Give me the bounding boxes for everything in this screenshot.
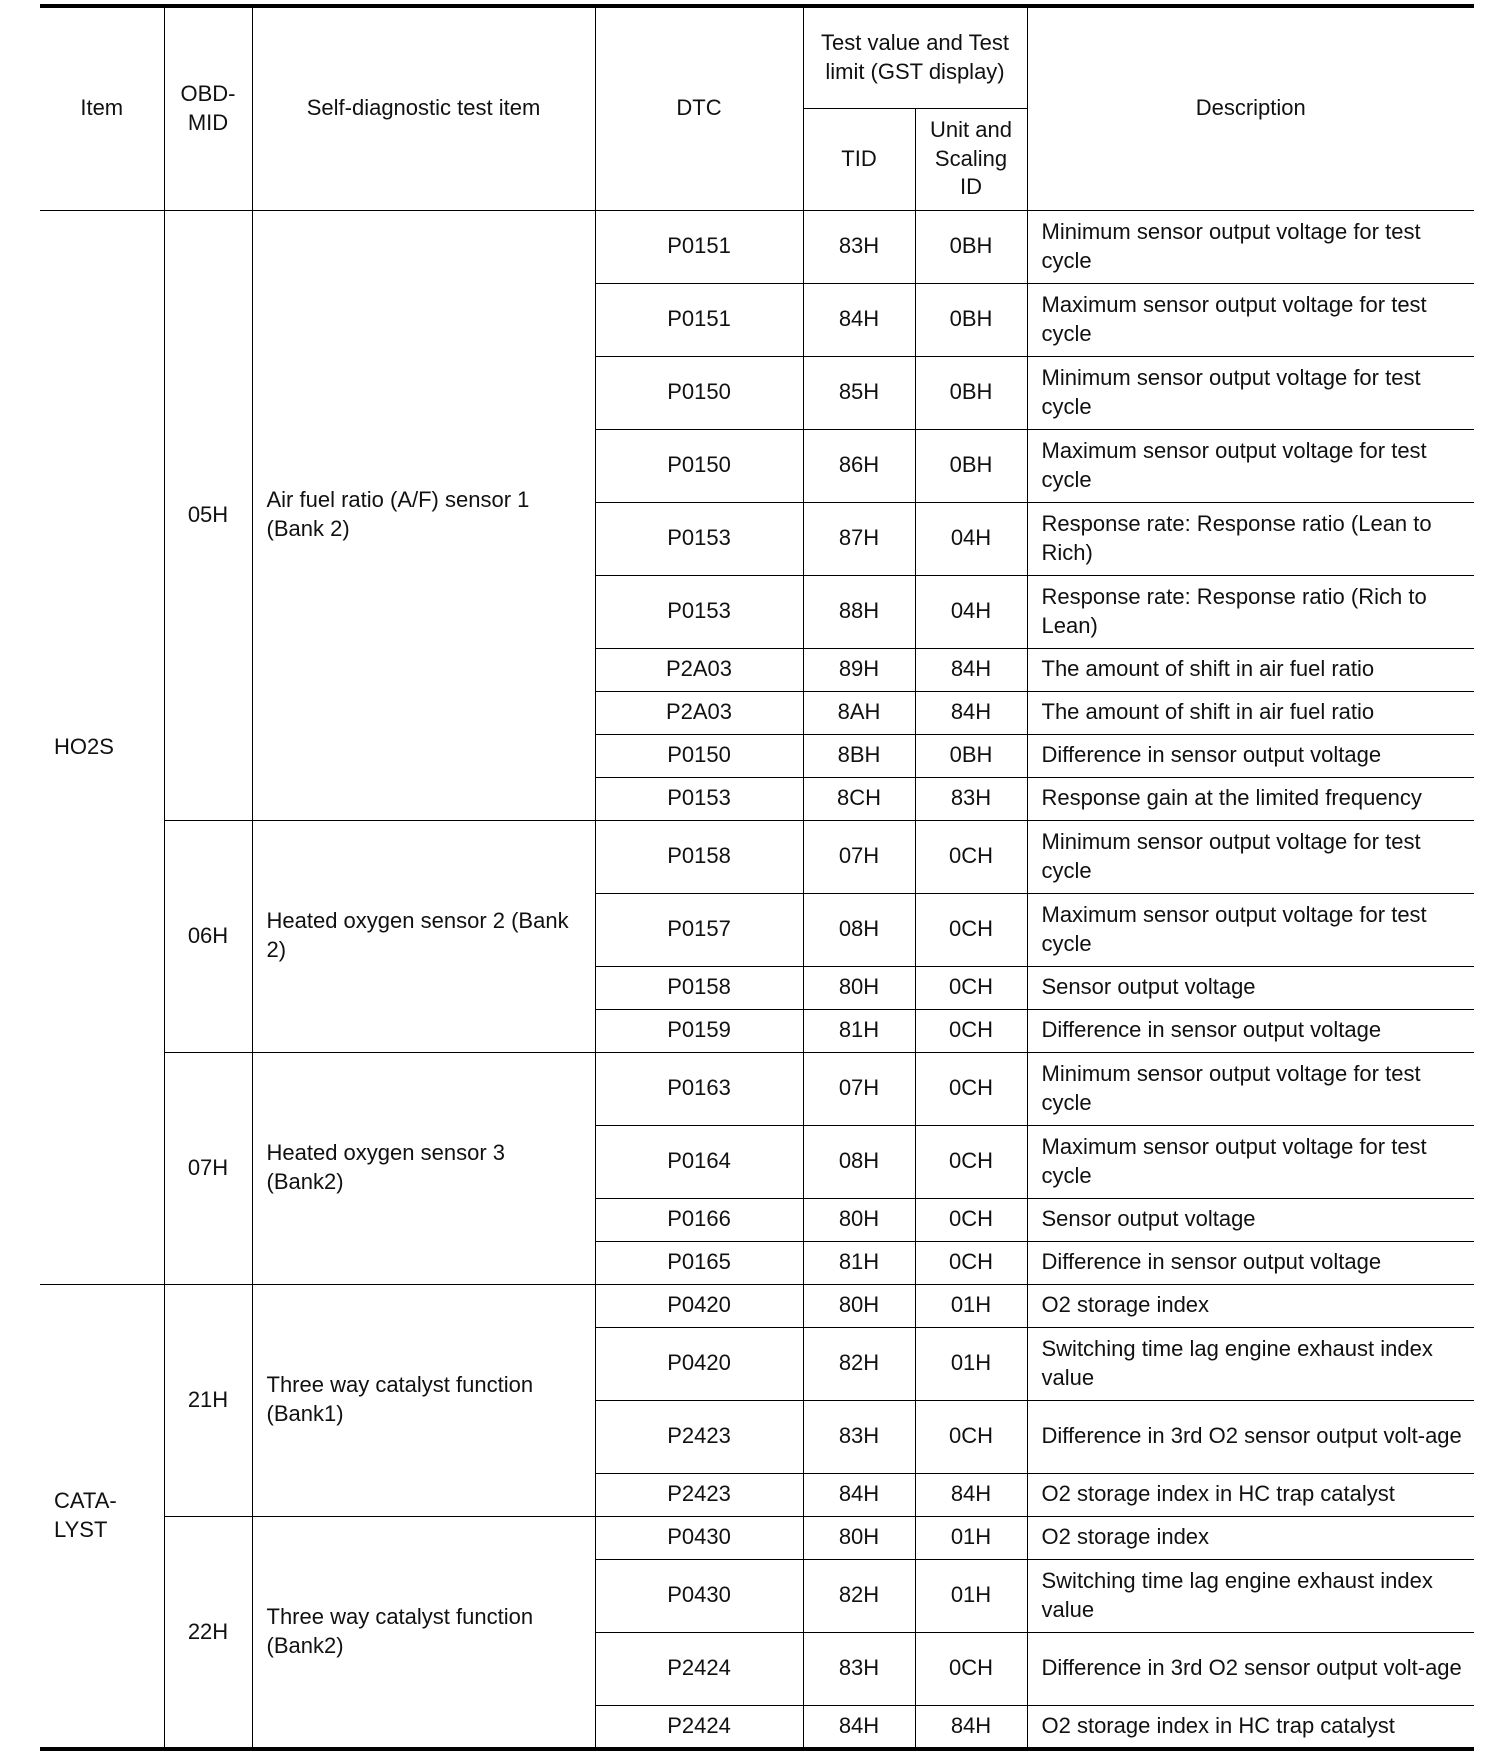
tid-cell: 87H	[803, 502, 915, 575]
description-cell: Minimum sensor output voltage for test cycle	[1027, 820, 1474, 893]
description-cell: Maximum sensor output voltage for test cycle	[1027, 283, 1474, 356]
header-tid: TID	[803, 108, 915, 210]
tid-cell: 85H	[803, 356, 915, 429]
tid-cell: 8CH	[803, 777, 915, 820]
header-unit-scaling: Unit and Scaling ID	[915, 108, 1027, 210]
header-dtc: DTC	[595, 8, 803, 210]
description-cell: O2 storage index	[1027, 1284, 1474, 1327]
tid-cell: 80H	[803, 1198, 915, 1241]
tid-cell: 08H	[803, 893, 915, 966]
dtc-cell: P0153	[595, 777, 803, 820]
unit-scaling-cell: 0CH	[915, 1009, 1027, 1052]
tid-cell: 8BH	[803, 734, 915, 777]
tid-cell: 84H	[803, 1705, 915, 1748]
unit-scaling-cell: 04H	[915, 502, 1027, 575]
description-cell: Sensor output voltage	[1027, 1198, 1474, 1241]
description-cell: Response rate: Response ratio (Lean to Rich)	[1027, 502, 1474, 575]
unit-scaling-cell: 0CH	[915, 1052, 1027, 1125]
description-cell: O2 storage index in HC trap catalyst	[1027, 1473, 1474, 1516]
table-row	[40, 1052, 1474, 1125]
dtc-cell: P0163	[595, 1052, 803, 1125]
item-cell: CATA-LYST	[40, 1284, 164, 1748]
dtc-cell: P0153	[595, 575, 803, 648]
description-cell: Sensor output voltage	[1027, 966, 1474, 1009]
description-cell: Difference in sensor output voltage	[1027, 734, 1474, 777]
dtc-cell: P0165	[595, 1241, 803, 1284]
dtc-table	[40, 8, 1474, 1749]
table-row	[40, 1284, 1474, 1327]
table-row	[40, 210, 1474, 283]
tid-cell: 8AH	[803, 691, 915, 734]
tid-cell: 80H	[803, 1516, 915, 1559]
tid-cell: 07H	[803, 1052, 915, 1125]
description-cell: Maximum sensor output voltage for test cycle	[1027, 429, 1474, 502]
unit-scaling-cell: 0CH	[915, 966, 1027, 1009]
tid-cell: 08H	[803, 1125, 915, 1198]
obd-mid-cell: 07H	[164, 1052, 252, 1284]
unit-scaling-cell: 83H	[915, 777, 1027, 820]
tid-cell: 07H	[803, 820, 915, 893]
description-cell: Switching time lag engine exhaust index value	[1027, 1327, 1474, 1400]
dtc-cell: P0164	[595, 1125, 803, 1198]
dtc-cell: P0151	[595, 283, 803, 356]
unit-scaling-cell: 01H	[915, 1284, 1027, 1327]
unit-scaling-cell: 01H	[915, 1327, 1027, 1400]
test-item-cell: Heated oxygen sensor 2 (Bank 2)	[252, 820, 595, 1052]
dtc-cell: P0420	[595, 1327, 803, 1400]
unit-scaling-cell: 0CH	[915, 1125, 1027, 1198]
obd-mid-cell: 21H	[164, 1284, 252, 1516]
unit-scaling-cell: 01H	[915, 1516, 1027, 1559]
tid-cell: 82H	[803, 1559, 915, 1632]
header-description: Description	[1027, 8, 1474, 210]
unit-scaling-cell: 0BH	[915, 210, 1027, 283]
description-cell: Minimum sensor output voltage for test cycle	[1027, 210, 1474, 283]
dtc-cell: P0153	[595, 502, 803, 575]
dtc-cell: P0150	[595, 429, 803, 502]
description-cell: Switching time lag engine exhaust index value	[1027, 1559, 1474, 1632]
dtc-cell: P0430	[595, 1516, 803, 1559]
dtc-cell: P2A03	[595, 691, 803, 734]
description-cell: Minimum sensor output voltage for test cycle	[1027, 1052, 1474, 1125]
tid-cell: 83H	[803, 210, 915, 283]
description-cell: Maximum sensor output voltage for test cycle	[1027, 893, 1474, 966]
table-header	[40, 8, 1474, 210]
unit-scaling-cell: 0BH	[915, 734, 1027, 777]
obd-mid-cell: 06H	[164, 820, 252, 1052]
dtc-cell: P0158	[595, 966, 803, 1009]
test-item-cell: Air fuel ratio (A/F) sensor 1 (Bank 2)	[252, 210, 595, 820]
dtc-cell: P2424	[595, 1705, 803, 1748]
dtc-cell: P0420	[595, 1284, 803, 1327]
tid-cell: 86H	[803, 429, 915, 502]
description-cell: O2 storage index	[1027, 1516, 1474, 1559]
item-cell: HO2S	[40, 210, 164, 1284]
description-cell: Maximum sensor output voltage for test cycle	[1027, 1125, 1474, 1198]
description-cell: Difference in 3rd O2 sensor output volt-age	[1027, 1400, 1474, 1473]
tid-cell: 84H	[803, 1473, 915, 1516]
description-cell: Response rate: Response ratio (Rich to Lean)	[1027, 575, 1474, 648]
unit-scaling-cell: 0CH	[915, 1198, 1027, 1241]
dtc-cell: P0158	[595, 820, 803, 893]
unit-scaling-cell: 0CH	[915, 1241, 1027, 1284]
unit-scaling-cell: 0CH	[915, 893, 1027, 966]
unit-scaling-cell: 84H	[915, 1705, 1027, 1748]
description-cell: Difference in sensor output voltage	[1027, 1009, 1474, 1052]
tid-cell: 83H	[803, 1632, 915, 1705]
description-cell: O2 storage index in HC trap catalyst	[1027, 1705, 1474, 1748]
header-test-value: Test value and Test limit (GST display)	[803, 8, 1027, 108]
tid-cell: 82H	[803, 1327, 915, 1400]
dtc-cell: P2424	[595, 1632, 803, 1705]
obd-mid-cell: 22H	[164, 1516, 252, 1748]
header-item: Item	[40, 8, 164, 210]
unit-scaling-cell: 0BH	[915, 429, 1027, 502]
obd-test-table	[40, 4, 1474, 1751]
tid-cell: 80H	[803, 1284, 915, 1327]
unit-scaling-cell: 01H	[915, 1559, 1027, 1632]
description-cell: Response gain at the limited frequency	[1027, 777, 1474, 820]
dtc-cell: P2A03	[595, 648, 803, 691]
table-row	[40, 1516, 1474, 1559]
test-item-cell: Three way catalyst function (Bank2)	[252, 1516, 595, 1748]
unit-scaling-cell: 84H	[915, 648, 1027, 691]
description-cell: The amount of shift in air fuel ratio	[1027, 691, 1474, 734]
unit-scaling-cell: 0CH	[915, 820, 1027, 893]
tid-cell: 81H	[803, 1009, 915, 1052]
unit-scaling-cell: 04H	[915, 575, 1027, 648]
unit-scaling-cell: 0BH	[915, 283, 1027, 356]
unit-scaling-cell: 84H	[915, 691, 1027, 734]
tid-cell: 81H	[803, 1241, 915, 1284]
description-cell: Difference in sensor output voltage	[1027, 1241, 1474, 1284]
tid-cell: 84H	[803, 283, 915, 356]
dtc-cell: P0150	[595, 356, 803, 429]
header-test-item: Self-diagnostic test item	[252, 8, 595, 210]
dtc-cell: P0430	[595, 1559, 803, 1632]
test-item-cell: Three way catalyst function (Bank1)	[252, 1284, 595, 1516]
description-cell: The amount of shift in air fuel ratio	[1027, 648, 1474, 691]
header-obd-mid: OBD-MID	[164, 8, 252, 210]
dtc-cell: P0151	[595, 210, 803, 283]
dtc-cell: P0157	[595, 893, 803, 966]
table-body	[40, 210, 1474, 1748]
description-cell: Difference in 3rd O2 sensor output volt-age	[1027, 1632, 1474, 1705]
dtc-cell: P0159	[595, 1009, 803, 1052]
unit-scaling-cell: 84H	[915, 1473, 1027, 1516]
tid-cell: 83H	[803, 1400, 915, 1473]
description-cell: Minimum sensor output voltage for test cycle	[1027, 356, 1474, 429]
dtc-cell: P2423	[595, 1400, 803, 1473]
table-row	[40, 820, 1474, 893]
tid-cell: 80H	[803, 966, 915, 1009]
dtc-cell: P0150	[595, 734, 803, 777]
dtc-cell: P2423	[595, 1473, 803, 1516]
obd-mid-cell: 05H	[164, 210, 252, 820]
unit-scaling-cell: 0CH	[915, 1632, 1027, 1705]
tid-cell: 88H	[803, 575, 915, 648]
test-item-cell: Heated oxygen sensor 3 (Bank2)	[252, 1052, 595, 1284]
dtc-cell: P0166	[595, 1198, 803, 1241]
unit-scaling-cell: 0BH	[915, 356, 1027, 429]
unit-scaling-cell: 0CH	[915, 1400, 1027, 1473]
tid-cell: 89H	[803, 648, 915, 691]
